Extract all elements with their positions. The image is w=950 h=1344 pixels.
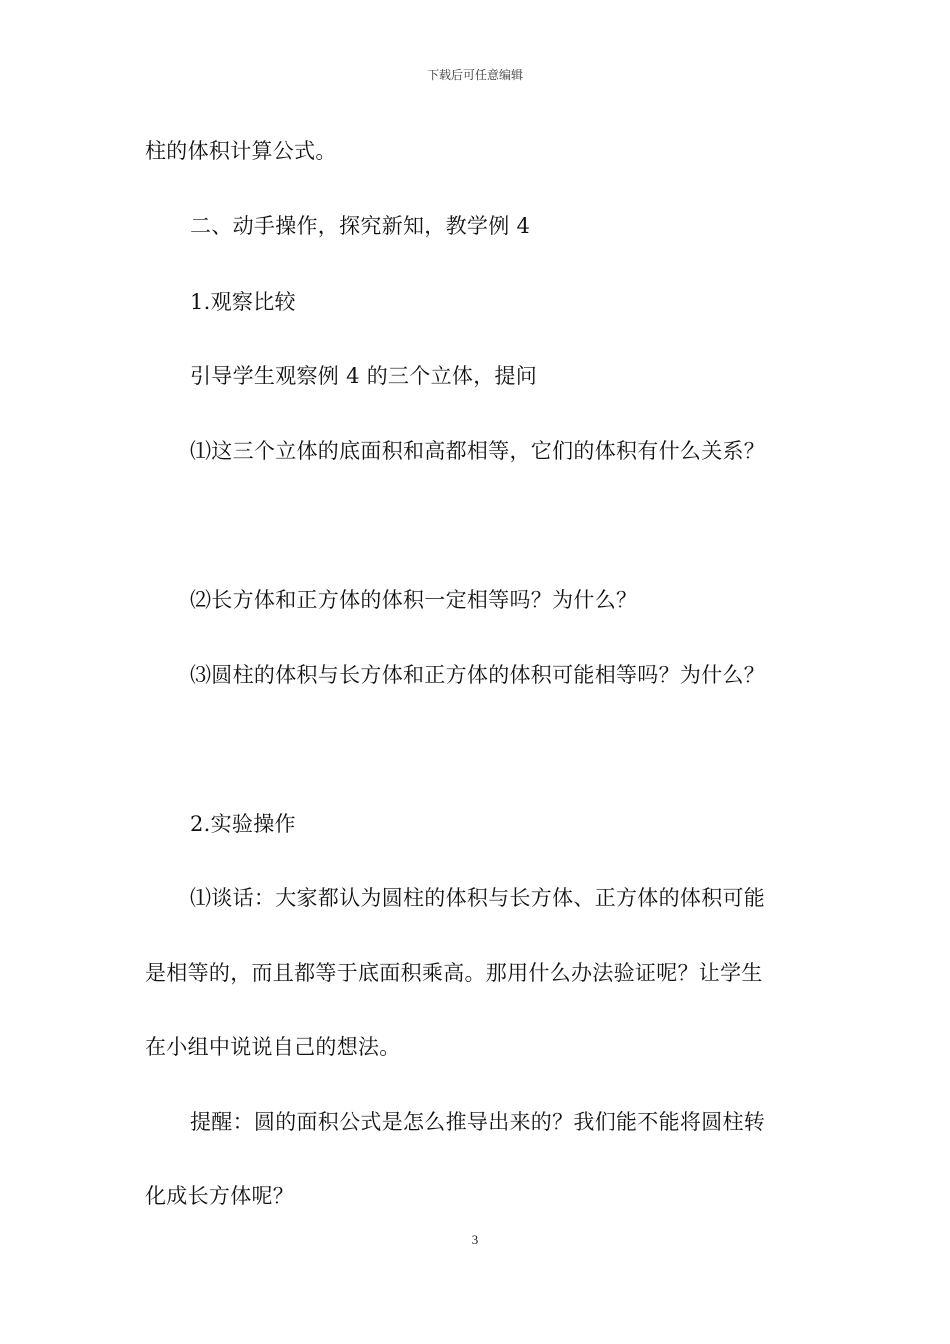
page-number: 3 <box>471 1232 479 1247</box>
paragraph-line: 提醒：圆的面积公式是怎么推导出来的？我们能不能将圆柱转 <box>190 1110 766 1134</box>
page-header: 下载后可任意编辑 <box>426 68 523 82</box>
question-item: ⑶圆柱的体积与长方体和正方体的体积可能相等吗？为什么？ <box>190 663 766 687</box>
section-heading: 二、动手操作，探究新知，教学例 4 <box>190 214 531 238</box>
paragraph-line: 是相等的，而且都等于底面积乘高。那用什么办法验证呢？让学生 <box>145 961 763 985</box>
question-item: ⑵长方体和正方体的体积一定相等吗？为什么？ <box>190 588 638 612</box>
paragraph-line: ⑴谈话：大家都认为圆柱的体积与长方体、正方体的体积可能 <box>190 886 766 910</box>
paragraph-line: 柱的体积计算公式。 <box>145 139 337 163</box>
paragraph-line: 在小组中说说自己的想法。 <box>145 1035 401 1059</box>
paragraph-line: 化成长方体呢？ <box>145 1184 295 1208</box>
question-item: ⑴这三个立体的底面积和高都相等，它们的体积有什么关系？ <box>190 439 766 463</box>
subsection-heading: 2.实验操作 <box>190 812 296 836</box>
subsection-heading: 1.观察比较 <box>190 290 296 314</box>
paragraph-line: 引导学生观察例 4 的三个立体，提问 <box>190 364 538 388</box>
